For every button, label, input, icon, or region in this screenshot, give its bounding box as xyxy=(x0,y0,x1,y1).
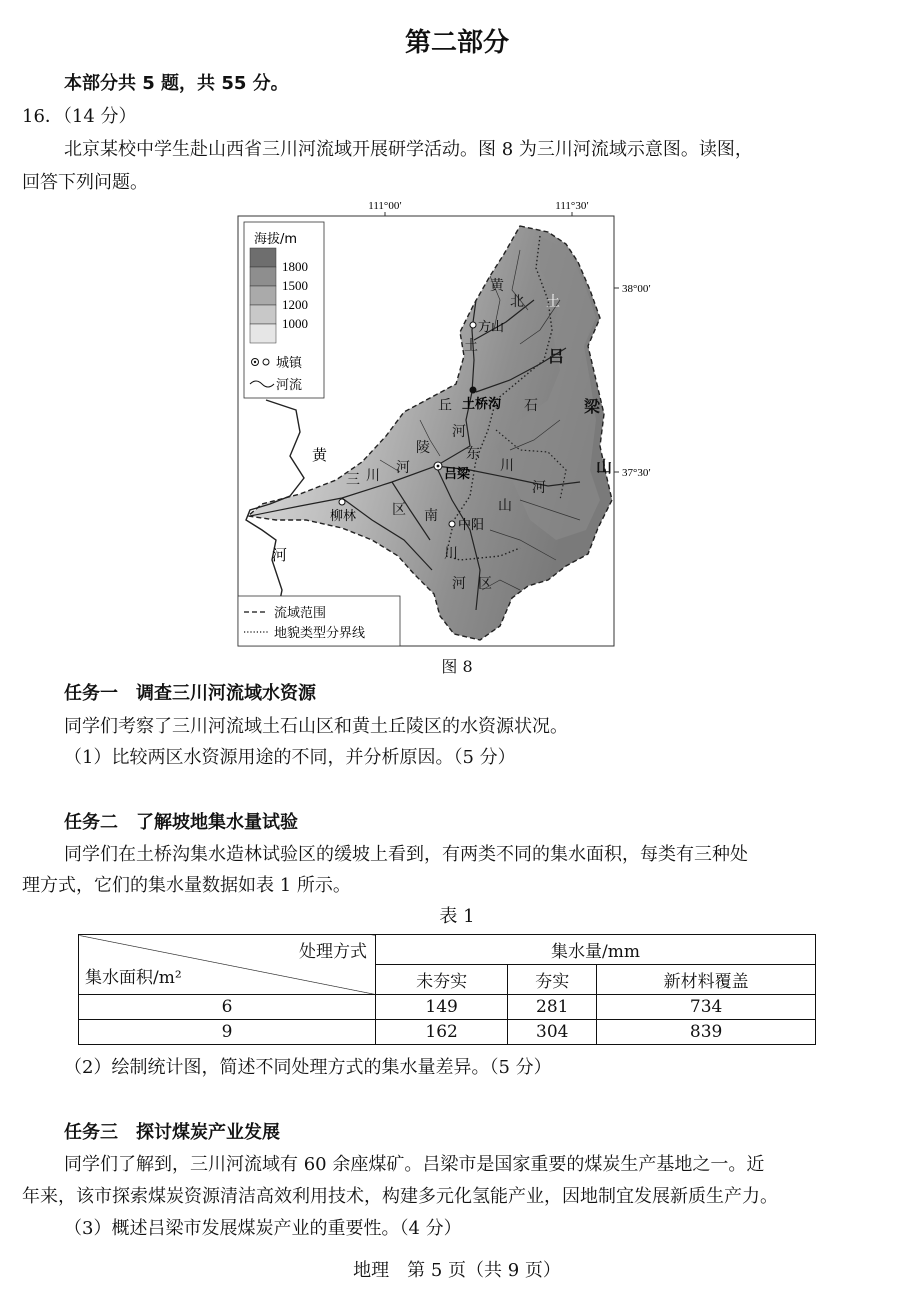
question-stem-line1: 北京某校中学生赴山西省三川河流域开展研学活动。图 8 为三川河流域示意图。读图， xyxy=(64,139,753,160)
section-heading: 第二部分 xyxy=(404,28,509,58)
legend-elev-1000: 1000 xyxy=(282,316,308,331)
svg-text:石: 石 xyxy=(524,398,538,414)
figure-8-map xyxy=(200,192,670,650)
task2-title: 任务二 了解坡地集水量试验 xyxy=(64,812,298,833)
table-cell-area: 9 xyxy=(79,1020,376,1045)
table-corner-cell xyxy=(79,935,376,995)
yellow-river-label-huang: 黄 xyxy=(312,446,328,464)
table-corner-bottom: 集水面积/m² xyxy=(85,968,182,988)
svg-text:黄: 黄 xyxy=(490,278,504,294)
svg-text:梁: 梁 xyxy=(584,397,601,416)
figure-caption: 图 8 xyxy=(441,657,473,676)
town-label-lvliang: 吕梁 xyxy=(444,467,471,482)
legend-boundary: 流域范围 xyxy=(274,606,327,621)
town-label-liulin: 柳林 xyxy=(330,509,357,524)
town-label-fangshan: 方山 xyxy=(478,320,505,335)
lon-label-111-00: 111°00′ xyxy=(368,200,402,212)
task3-title: 任务三 探讨煤炭产业发展 xyxy=(64,1122,280,1143)
lat-label-38-00: 38°00′ xyxy=(622,283,651,295)
svg-text:山: 山 xyxy=(498,498,512,514)
svg-text:东: 东 xyxy=(466,446,480,462)
table-row xyxy=(79,1020,816,1045)
table-cell: 304 xyxy=(508,1020,597,1045)
table-col-header: 夯实 xyxy=(508,965,597,995)
svg-text:山: 山 xyxy=(596,457,613,476)
table-cell: 162 xyxy=(376,1020,508,1045)
legend-river: 河流 xyxy=(276,378,303,393)
svg-text:川: 川 xyxy=(366,468,380,484)
svg-text:区: 区 xyxy=(478,576,492,592)
legend-elev-1800: 1800 xyxy=(282,259,308,274)
town-tuqiaogou xyxy=(470,387,477,394)
yellow-river-label-he: 河 xyxy=(272,546,288,564)
svg-text:河: 河 xyxy=(452,576,466,592)
svg-text:北: 北 xyxy=(510,294,524,310)
svg-text:川: 川 xyxy=(500,458,514,474)
task3-text-line1: 同学们了解到，三川河流域有 60 余座煤矿。吕梁市是国家重要的煤炭生产基地之一。近 xyxy=(64,1154,765,1175)
svg-text:丘: 丘 xyxy=(438,398,452,414)
legend-town: 城镇 xyxy=(276,356,303,371)
svg-text:河: 河 xyxy=(452,424,466,440)
legend-elev-1200: 1200 xyxy=(282,297,308,312)
page-footer: 地理 第 5 页（共 9 页） xyxy=(353,1260,561,1281)
task3-question: （3）概述吕梁市发展煤炭产业的重要性。（4 分） xyxy=(64,1218,462,1239)
task1-text: 同学们考察了三川河流域土石山区和黄土丘陵区的水资源状况。 xyxy=(64,716,568,737)
town-label-zhongyang: 中阳 xyxy=(458,518,485,533)
svg-text:南: 南 xyxy=(424,508,438,524)
lon-label-111-30: 111°30′ xyxy=(555,200,589,212)
svg-text:三: 三 xyxy=(346,472,360,488)
task1-question: （1）比较两区水资源用途的不同，并分析原因。（5 分） xyxy=(64,747,516,768)
table-caption: 表 1 xyxy=(439,906,475,927)
legend-title: 海拔/m xyxy=(254,232,298,247)
table-col-header: 未夯实 xyxy=(376,965,508,995)
svg-text:土: 土 xyxy=(546,294,560,310)
table-cell: 839 xyxy=(597,1020,816,1045)
svg-text:吕: 吕 xyxy=(548,347,565,366)
table-row xyxy=(79,995,816,1020)
task2-text-line1: 同学们在土桥沟集水造林试验区的缓坡上看到，有两类不同的集水面积，每类有三种处 xyxy=(64,844,748,865)
table-corner-top: 处理方式 xyxy=(299,942,367,962)
table-1 xyxy=(78,934,816,1045)
town-zhongyang xyxy=(449,521,455,527)
lat-label-37-30: 37°30′ xyxy=(622,467,651,479)
task1-title: 任务一 调查三川河流域水资源 xyxy=(64,683,316,704)
town-fangshan xyxy=(470,322,476,328)
question-number: 16．（14 分） xyxy=(22,106,137,127)
task3-text-line2: 年来，该市探索煤炭资源清洁高效利用技术，构建多元化氢能产业，因地制宜发展新质生产力。 xyxy=(22,1186,778,1207)
svg-text:河: 河 xyxy=(532,480,546,496)
section-intro: 本部分共 5 题，共 55 分。 xyxy=(64,73,289,94)
svg-text:土: 土 xyxy=(464,338,478,354)
svg-text:区: 区 xyxy=(392,502,406,518)
svg-text:陵: 陵 xyxy=(416,440,430,456)
table-cell: 149 xyxy=(376,995,508,1020)
svg-text:河: 河 xyxy=(396,460,410,476)
table-group-header: 集水量/mm xyxy=(376,935,816,965)
task2-text-line2: 理方式，它们的集水量数据如表 1 所示。 xyxy=(22,875,351,896)
table-cell-area: 6 xyxy=(79,995,376,1020)
legend-elev-1500: 1500 xyxy=(282,278,308,293)
town-label-tuqiaogou: 土桥沟 xyxy=(462,397,502,412)
task2-question: （2）绘制统计图，简述不同处理方式的集水量差异。（5 分） xyxy=(64,1057,552,1078)
table-col-header: 新材料覆盖 xyxy=(597,965,816,995)
svg-text:川: 川 xyxy=(444,546,458,562)
table-cell: 281 xyxy=(508,995,597,1020)
question-stem-line2: 回答下列问题。 xyxy=(22,172,148,193)
town-liulin xyxy=(339,499,345,505)
legend-divide: 地貌类型分界线 xyxy=(274,626,366,641)
table-cell: 734 xyxy=(597,995,816,1020)
